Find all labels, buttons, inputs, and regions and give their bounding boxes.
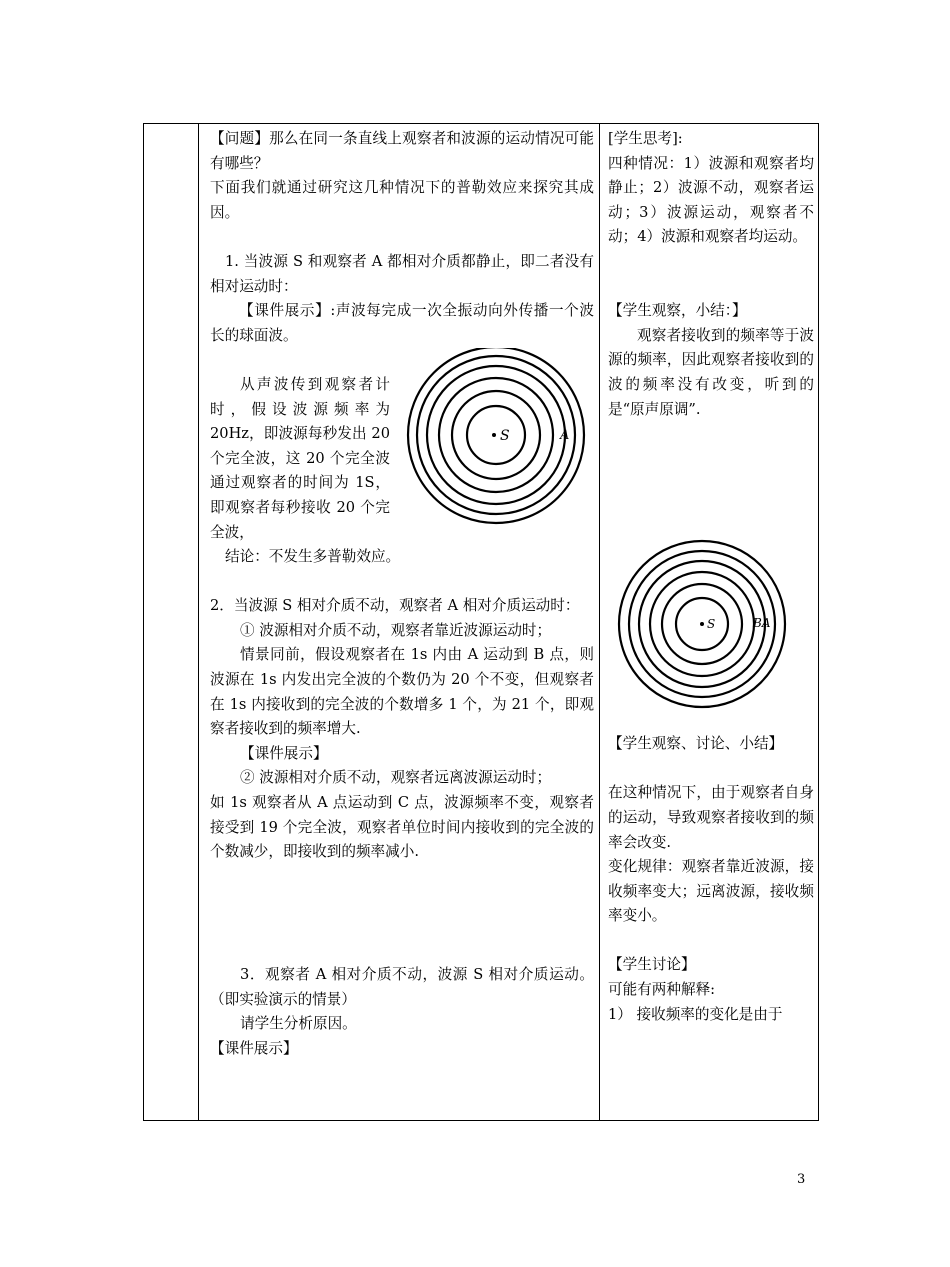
case2-sub2: ② 波源相对介质不动，观察者远离波源运动时； xyxy=(240,769,552,787)
observer-label: A xyxy=(560,428,570,444)
case3-display: 【课件展示】 xyxy=(210,1039,298,1057)
observer-labels: BA xyxy=(753,616,771,631)
case1-title: 1. 当波源 S 和观察者 A 都相对介质都静止，即二者没有相对运动时： xyxy=(210,252,594,295)
case1-explain-block xyxy=(210,348,594,545)
case2-sub1: ① 波源相对介质不动，观察者靠近波源运动时； xyxy=(240,621,552,639)
concentric-waves-figure-moving-observer xyxy=(616,538,788,710)
explain-1: 1） 接收频率的变化是由于 xyxy=(608,1005,783,1023)
observe-label: 【学生观察，小结：】 xyxy=(608,302,747,320)
source-label: S xyxy=(500,428,510,445)
case1-conclusion: 结论：不发生多普勒效应。 xyxy=(225,548,401,566)
discuss-label: 【学生观察、讨论、小结】 xyxy=(608,735,784,753)
case2-sub1-text: 情景同前，假设观察者在 1s 内由 A 运动到 B 点，则波源在 1s 内发出完全波的个数仍为 20 个不变，但观察者在 1s 内接收到的完全波的个数增多 1 个，为 21 个，即观察者接收到的频率增大. xyxy=(210,646,594,738)
case2-title: 2．当波源 S 相对介质不动，观察者 A 相对介质运动时： xyxy=(210,597,580,615)
student-activity-column xyxy=(608,127,814,1027)
student-discuss-label: 【学生讨论】 xyxy=(608,956,696,974)
case3-title: 3．观察者 A 相对介质不动，波源 S 相对介质运动。（即实验演示的情景） xyxy=(210,966,594,1008)
table-divider-1 xyxy=(198,124,199,1120)
intro-lead: 下面我们就通过研究这几种情况下的普勒效应来探究其成因。 xyxy=(210,179,594,221)
table-divider-2 xyxy=(599,124,600,1120)
discuss-text: 在这种情况下，由于观察者自身的运动，导致观察者接收到的频率会改变. xyxy=(608,784,814,851)
page-number: 3 xyxy=(797,1172,806,1187)
explain-lead: 可能有两种解释: xyxy=(608,981,716,999)
case1-explain: 从声波传到观察者计时，假设波源频率为 20Hz，即波源每秒发出 20 个完全波，这 20 个完全波通过观察者的时间为 1S，即观察者每秒接收 20 个完全波， xyxy=(210,375,390,541)
observe-text: 观察者接收到的频率等于波源的频率，因此观察者接收到的波的频率没有改变，听到的是“原声原调”. xyxy=(608,326,814,418)
case2-display: 【课件展示】 xyxy=(240,744,328,762)
case1-display: 【课件展示】:声波每完成一次全振动向外传播一个波长的球面波。 xyxy=(210,302,594,344)
case3-ask: 请学生分析原因。 xyxy=(240,1015,357,1033)
teacher-activity-column xyxy=(210,127,594,1062)
rule-text: 变化规律：观察者靠近波源，接收频率变大；远离波源，接收频率变小。 xyxy=(608,858,814,925)
think-text: 四种情况：1）波源和观察者均静止；2）波源不动，观察者运动；3）波源运动，观察者不动；4）波源和观察者均运动。 xyxy=(608,154,814,246)
intro-question: 【问题】那么在同一条直线上观察者和波源的运动情况可能有哪些？ xyxy=(210,130,594,172)
concentric-waves-figure-stationary xyxy=(402,348,590,526)
case2-sub2-text: 如 1s 观察者从 A 点运动到 C 点，波源频率不变，观察者接受到 19 个完全波，观察者单位时间内接收到的完全波的个数减少，即接收到的频率减小. xyxy=(210,794,594,861)
think-label: [学生思考]: xyxy=(608,130,683,147)
source-label: S xyxy=(707,617,716,632)
lesson-table xyxy=(143,123,819,1121)
